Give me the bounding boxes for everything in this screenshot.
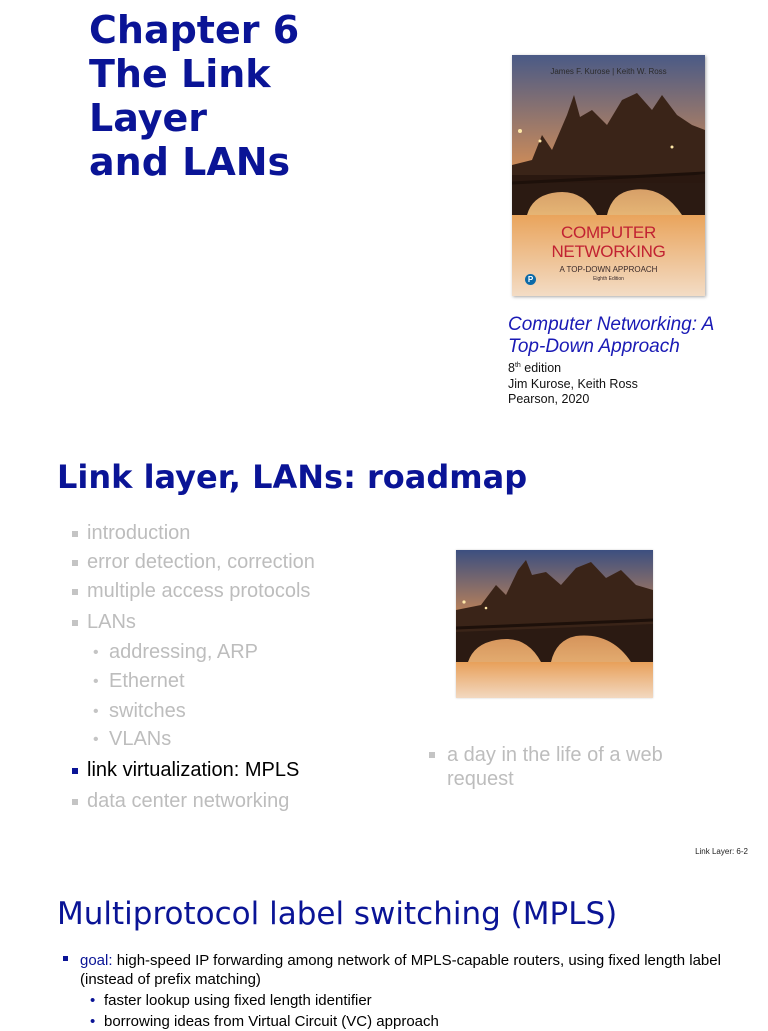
roadmap-item [87, 790, 289, 813]
mpls-subitem-label: borrowing ideas from Virtual Circuit (VC) approach [104, 1013, 439, 1030]
dot-bullet-icon: • [90, 1013, 96, 1030]
book-info [508, 314, 758, 408]
roadmap-item-label: data center networking [87, 790, 290, 812]
roadmap-item-label: switches [109, 700, 186, 722]
mpls-list [80, 951, 740, 1031]
cover-title [512, 223, 705, 261]
title-line: Layer [89, 96, 207, 140]
dot-bullet-icon: • [93, 644, 99, 661]
book-authors: Jim Kurose, Keith Ross [508, 376, 638, 391]
square-bullet-icon [72, 620, 78, 626]
roadmap-item-label: multiple access protocols [87, 580, 311, 602]
roadmap-item-label: link virtualization: MPLS [87, 759, 300, 781]
cover-title-line: NETWORKING [551, 242, 666, 261]
book-publisher: Pearson, 2020 [508, 392, 590, 407]
cover-authors: James F. Kurose | Keith W. Ross [550, 67, 667, 76]
title-line: and LANs [89, 140, 291, 184]
edition-word: edition [520, 361, 562, 376]
square-bullet-icon [72, 560, 78, 566]
mpls-title: Multiprotocol label switching (MPLS) [57, 896, 618, 932]
dot-bullet-icon: • [93, 673, 99, 690]
roadmap-item-label: introduction [87, 522, 191, 544]
photo-image [456, 550, 653, 698]
roadmap-item [87, 551, 315, 574]
roadmap-subitem [93, 641, 258, 664]
title-line: The Link [89, 52, 271, 96]
roadmap-item-label: addressing, ARP [109, 641, 258, 663]
slide-footer: Link Layer: 6-2 [695, 847, 748, 856]
dot-bullet-icon: • [93, 731, 99, 748]
roadmap-item-label: request [447, 768, 514, 790]
goal-keyword: goal: [80, 952, 113, 969]
roadmap-item-label: VLANs [109, 728, 172, 750]
mpls-subitem [90, 1012, 740, 1031]
roadmap-item-label: LANs [87, 611, 136, 633]
cover-subtitle: A TOP-DOWN APPROACH [559, 265, 658, 274]
roadmap-item [87, 522, 190, 545]
square-bullet-icon [72, 768, 78, 774]
edition-suffix: th [514, 362, 521, 369]
roadmap-item [87, 580, 310, 603]
mpls-subitem [90, 991, 740, 1010]
square-bullet-icon [72, 799, 78, 805]
square-bullet-icon [72, 589, 78, 595]
roadmap-item-right [447, 743, 697, 791]
roadmap-item-active [87, 759, 299, 782]
roadmap-title: Link layer, LANs: roadmap [57, 458, 528, 496]
roadmap-subitem [93, 700, 186, 723]
book-title [508, 314, 758, 358]
square-bullet-icon [63, 956, 68, 961]
roadmap-subitem [93, 670, 185, 693]
mpls-slide [0, 860, 768, 1030]
roadmap-item-label: Ethernet [109, 670, 185, 692]
bridge-photo [456, 550, 653, 698]
mpls-goal-item [80, 951, 740, 989]
square-bullet-icon [72, 531, 78, 537]
roadmap-subitem [93, 728, 172, 751]
pearson-logo-icon: P [525, 274, 536, 285]
title-slide [0, 0, 768, 430]
cover-edition: Eighth Edition [593, 276, 624, 282]
cover-title-line: COMPUTER [561, 223, 656, 242]
book-cover-image [512, 55, 705, 296]
edition [508, 358, 758, 377]
book-title-line: Top-Down Approach [508, 336, 680, 357]
dot-bullet-icon: • [93, 703, 99, 720]
roadmap-item-label: a day in the life of a web [447, 744, 663, 766]
roadmap-item-label: error detection, correction [87, 551, 315, 573]
mpls-subitem-label: faster lookup using fixed length identifier [104, 992, 372, 1009]
square-bullet-icon [429, 752, 435, 758]
dot-bullet-icon: • [90, 992, 96, 1009]
title-line: Chapter 6 [89, 8, 300, 52]
roadmap-item [87, 611, 136, 634]
goal-text: high-speed IP forwarding among network of MPLS-capable routers, using fixed length label (instead of prefix matching) [80, 952, 721, 988]
roadmap-slide [0, 430, 768, 860]
chapter-title [89, 8, 299, 184]
book-title-line: Computer Networking: A [508, 314, 715, 335]
edition-number: 8 [508, 361, 515, 376]
